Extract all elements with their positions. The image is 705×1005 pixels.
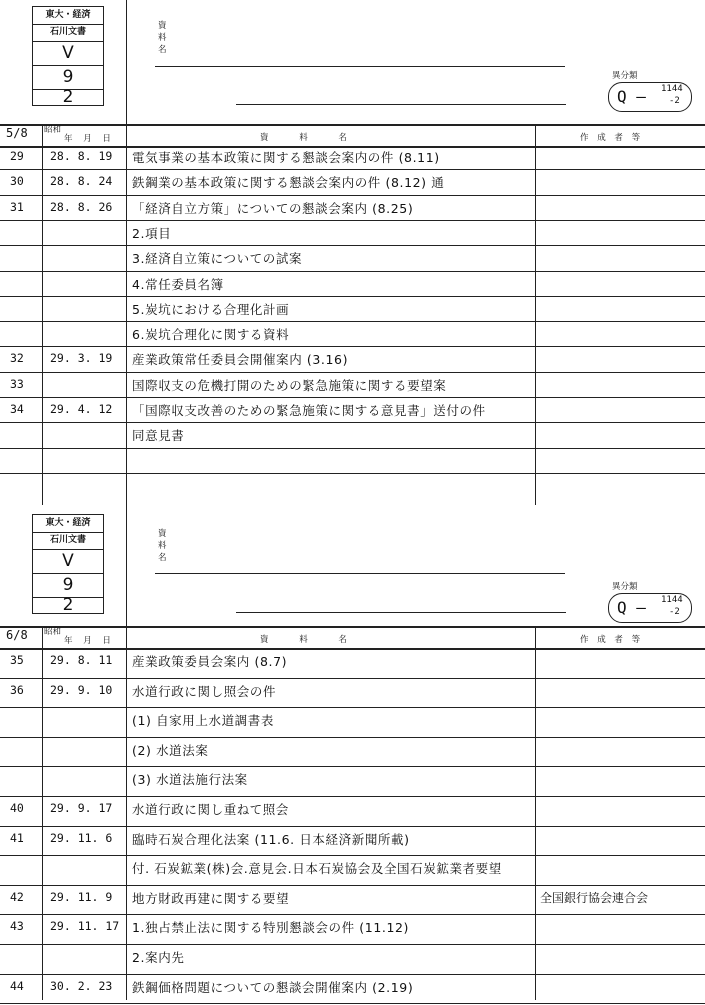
row-divider	[0, 397, 705, 398]
row-number: 42	[10, 889, 24, 904]
row-title: 国際収支の危機打開のための緊急施策に関する要望案	[132, 377, 447, 393]
row-number: 33	[10, 376, 24, 391]
row-divider	[0, 855, 705, 856]
row-divider	[0, 169, 705, 170]
row-date: 28. 8. 24	[50, 174, 113, 189]
row-number: 30	[10, 174, 24, 189]
margin-line	[126, 0, 127, 124]
header-date: 年 月 日	[64, 134, 115, 144]
header-title: 資 料 名	[260, 133, 361, 143]
row-divider	[0, 974, 705, 975]
row-number: 36	[10, 682, 24, 697]
row-divider	[0, 707, 705, 708]
row-title: (1) 自家用上水道調書表	[132, 713, 274, 729]
form-line	[155, 66, 565, 67]
bunrui-number: 1144	[661, 595, 683, 605]
row-title: 水道行政に関し重ねて照会	[132, 802, 289, 817]
row-divider	[0, 245, 705, 246]
stamp-mark: V	[33, 549, 103, 574]
bunrui-number: 1144	[661, 84, 683, 94]
row-date: 29. 9. 17	[50, 801, 113, 815]
header-date: 年 月 日	[64, 636, 115, 646]
bunrui-label: 異分類	[612, 71, 638, 81]
header-author: 作 成 者 等	[580, 133, 644, 143]
row-title: 「国際収支改善のための緊急施策に関する意見書」送付の件	[132, 403, 486, 418]
bunrui-code: Q —	[617, 598, 646, 617]
row-divider	[0, 372, 705, 373]
header-top-line	[0, 626, 705, 628]
row-date: 29. 8. 11	[50, 653, 113, 667]
row-divider	[0, 296, 705, 297]
row-date: 29. 11. 9	[50, 889, 113, 904]
row-date: 29. 9. 10	[50, 682, 113, 697]
margin-line	[126, 505, 127, 626]
archive-stamp	[32, 514, 104, 614]
row-divider	[0, 766, 705, 767]
row-title: 臨時石炭合理化法案 (11.6. 日本経済新聞所載)	[132, 831, 410, 847]
header-era: 昭和	[44, 125, 62, 135]
header-author: 作 成 者 等	[580, 635, 644, 645]
row-title: 産業政策常任委員会開催案内 (3.16)	[132, 352, 349, 368]
bunrui-label: 異分類	[612, 582, 638, 592]
row-date: 30. 2. 23	[50, 978, 113, 993]
row-title: 2.案内先	[132, 950, 185, 965]
row-number: 41	[10, 830, 24, 845]
form-line	[236, 612, 566, 613]
row-title: (3) 水道法施行法案	[132, 772, 248, 788]
row-divider	[0, 737, 705, 738]
row-divider	[0, 195, 705, 196]
month-mark: 6/8	[6, 628, 28, 642]
row-date: 29. 4. 12	[50, 402, 113, 416]
stamp-sub: 2	[62, 87, 74, 107]
row-divider	[0, 321, 705, 322]
stamp-collection: 石川文書	[33, 532, 103, 550]
row-date: 28. 8. 26	[50, 199, 113, 214]
row-date: 29. 3. 19	[50, 351, 113, 366]
stamp-mark: V	[33, 41, 103, 66]
bunrui-oval	[608, 82, 692, 112]
row-divider	[0, 944, 705, 945]
stamp-org: 東大・経済	[33, 515, 103, 533]
row-number: 32	[10, 351, 24, 366]
bunrui-code: Q —	[617, 87, 646, 106]
row-divider	[0, 220, 705, 221]
bunrui-oval	[608, 593, 692, 623]
row-number: 34	[10, 402, 24, 416]
row-title: 産業政策委員会案内 (8.7)	[132, 654, 288, 669]
row-title: 地方財政再建に関する要望	[132, 890, 290, 906]
row-title: 鉄鋼価格問題についての懇談会開催案内 (2.19)	[132, 979, 414, 995]
row-title: 3.経済自立策についての試案	[132, 251, 303, 267]
row-author: 全国銀行協会連合会	[540, 890, 649, 905]
row-divider	[0, 796, 705, 797]
archive-stamp	[32, 6, 104, 106]
row-title: 6.炭坑合理化に関する資料	[132, 327, 290, 343]
row-divider	[0, 346, 705, 347]
row-title: 同意見書	[132, 428, 185, 444]
row-divider	[0, 678, 705, 679]
header-bottom-line	[0, 648, 705, 650]
form-line	[236, 104, 566, 105]
row-number: 40	[10, 801, 24, 815]
row-date: 29. 11. 6	[50, 830, 113, 845]
row-number: 29	[10, 149, 24, 163]
header-title: 資 料 名	[260, 635, 361, 645]
row-divider	[0, 448, 705, 449]
row-date: 29. 11. 17	[50, 919, 120, 934]
stamp-collection: 石川文書	[33, 24, 103, 42]
row-title: 電気事業の基本政策に関する懇談会案内の件 (8.11)	[132, 150, 440, 165]
row-title: 鉄鋼業の基本政策に関する懇談会案内の件 (8.12) 通	[132, 175, 445, 191]
row-date: 28. 8. 19	[50, 149, 113, 163]
meta-label: 資料名	[158, 529, 167, 563]
row-title: 1.独占禁止法に関する特別懇談会の件 (11.12)	[132, 920, 410, 936]
form-line	[155, 573, 565, 574]
row-title: 水道行政に関し照会の件	[132, 683, 277, 699]
row-number: 43	[10, 919, 24, 934]
row-number: 44	[10, 978, 24, 993]
row-title: 2.項目	[132, 225, 172, 241]
row-number: 35	[10, 653, 24, 667]
row-title: 4.常任委員名簿	[132, 276, 224, 292]
stamp-sub: 2	[62, 595, 74, 615]
row-title: 付. 石炭鉱業(株)会.意見会.日本石炭協会及全国石炭鉱業者要望	[132, 861, 502, 877]
row-title: 「経済自立方策」についての懇談会案内 (8.25)	[132, 200, 414, 216]
header-era: 昭和	[44, 627, 62, 637]
stamp-vol: 9	[33, 573, 103, 598]
row-number: 31	[10, 199, 24, 214]
meta-label: 資料名	[158, 21, 167, 55]
row-divider	[0, 271, 705, 272]
bunrui-subnumber: -2	[669, 96, 680, 106]
row-divider	[0, 473, 705, 474]
bunrui-subnumber: -2	[669, 607, 680, 617]
month-mark: 5/8	[6, 126, 28, 140]
row-title: 5.炭坑における合理化計画	[132, 301, 290, 317]
row-divider	[0, 422, 705, 423]
stamp-vol: 9	[33, 65, 103, 90]
stamp-org: 東大・経済	[33, 7, 103, 25]
row-divider	[0, 826, 705, 827]
row-divider	[0, 914, 705, 915]
header-top-line	[0, 124, 705, 126]
row-divider	[0, 885, 705, 886]
row-title: (2) 水道法案	[132, 742, 209, 758]
row-divider	[0, 1003, 705, 1004]
